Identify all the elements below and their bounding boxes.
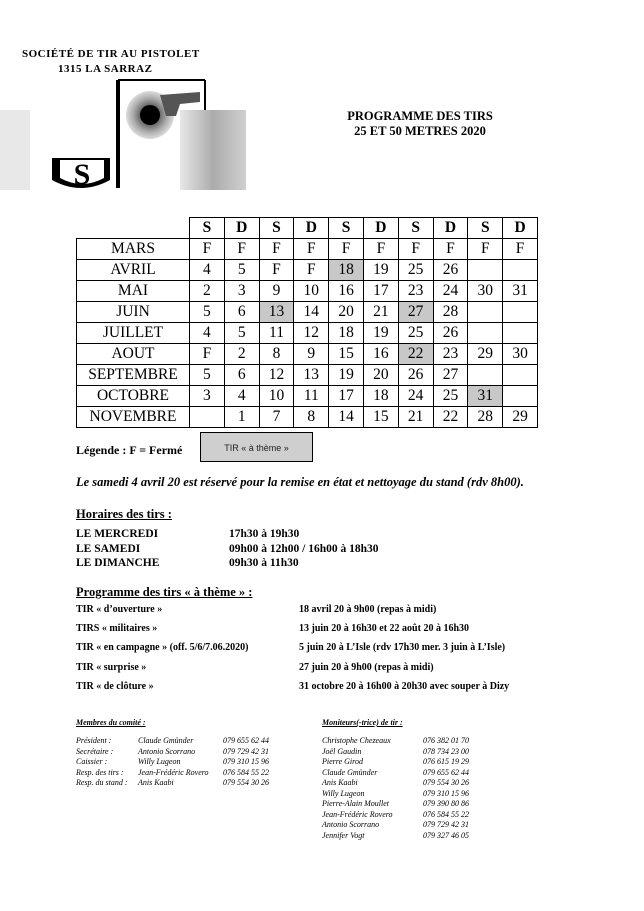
calendar-day-cell: 30 bbox=[503, 344, 538, 365]
moniteur-phone: 076 382 01 70 bbox=[423, 736, 469, 745]
calendar-day-cell: F bbox=[503, 239, 538, 260]
theme-shoot-date: 27 juin 20 à 9h00 (repas à midi) bbox=[299, 661, 434, 673]
calendar-month-label: AVRIL bbox=[77, 260, 190, 281]
calendar-day-cell bbox=[503, 302, 538, 323]
committee-member-row bbox=[76, 757, 269, 768]
calendar-day-cell: 20 bbox=[363, 365, 398, 386]
calendar-day-cell: 13 bbox=[294, 365, 329, 386]
calendar-day-header: S bbox=[259, 218, 294, 239]
calendar-day-cell: 24 bbox=[398, 386, 433, 407]
theme-shoot-name: TIR « en campagne » (off. 5/6/7.06.2020) bbox=[76, 642, 249, 654]
calendar-day-cell: 26 bbox=[433, 260, 468, 281]
calendar-day-cell: 28 bbox=[433, 302, 468, 323]
calendar-month-row bbox=[77, 386, 538, 407]
calendar-day-header: S bbox=[468, 218, 503, 239]
calendar-day-header: D bbox=[224, 218, 259, 239]
calendar-day-cell: 19 bbox=[363, 323, 398, 344]
calendar-day-cell: 26 bbox=[398, 365, 433, 386]
logo-emblem-icon bbox=[0, 70, 246, 190]
hours-time: 17h30 à 19h30 bbox=[229, 528, 300, 540]
committee-name: Jean-Frédéric Rovero bbox=[138, 767, 209, 777]
calendar-day-cell: 31 bbox=[503, 281, 538, 302]
legend-theme-swatch: TIR « à thème » bbox=[200, 432, 313, 462]
calendar-day-cell: F bbox=[259, 260, 294, 281]
committee-role: Secrétaire : bbox=[76, 746, 114, 756]
theme-shoot-date: 5 juin 20 à L’Isle (rdv 17h30 mer. 3 juin à L’Isle) bbox=[299, 642, 506, 654]
calendar-day-header: D bbox=[503, 218, 538, 239]
calendar-day-cell: 30 bbox=[468, 281, 503, 302]
calendar-month-label: MARS bbox=[77, 239, 190, 260]
calendar-day-cell: 13 bbox=[259, 302, 294, 323]
moniteur-row bbox=[322, 736, 469, 747]
moniteur-phone: 079 655 62 44 bbox=[423, 767, 469, 777]
moniteur-phone: 076 584 55 22 bbox=[423, 809, 469, 819]
calendar-day-cell: 18 bbox=[329, 323, 364, 344]
calendar-day-cell: 9 bbox=[294, 344, 329, 365]
svg-text:S: S bbox=[73, 158, 91, 190]
calendar-day-cell: 25 bbox=[433, 386, 468, 407]
calendar-day-cell: 14 bbox=[294, 302, 329, 323]
calendar-day-cell: 25 bbox=[398, 260, 433, 281]
calendar-day-cell: 21 bbox=[363, 302, 398, 323]
moniteur-row bbox=[322, 809, 469, 821]
calendar-day-cell: 3 bbox=[224, 281, 259, 302]
calendar-day-cell: 4 bbox=[224, 386, 259, 407]
hours-time: 09h30 à 11h30 bbox=[229, 557, 299, 569]
committee-list bbox=[76, 718, 269, 789]
calendar-day-cell: 4 bbox=[190, 323, 225, 344]
hours-day: LE MERCREDI bbox=[76, 528, 159, 540]
schedule-calendar-table bbox=[76, 217, 538, 428]
committee-member-row bbox=[76, 746, 269, 758]
calendar-day-header: D bbox=[363, 218, 398, 239]
calendar-day-cell bbox=[503, 365, 538, 386]
calendar-day-cell: 10 bbox=[259, 386, 294, 407]
calendar-day-cell: 3 bbox=[190, 386, 225, 407]
calendar-month-label: JUIN bbox=[77, 302, 190, 323]
club-logo bbox=[0, 40, 246, 190]
calendar-day-cell: F bbox=[190, 344, 225, 365]
hours-time: 09h00 à 12h00 / 16h00 à 18h30 bbox=[229, 542, 379, 555]
legend-text: Légende : F = Fermé bbox=[76, 443, 183, 457]
calendar-day-cell: F bbox=[190, 239, 225, 260]
calendar-day-cell: F bbox=[224, 239, 259, 260]
calendar-day-cell bbox=[503, 386, 538, 407]
committee-member-row bbox=[76, 767, 269, 779]
calendar-day-cell: F bbox=[363, 239, 398, 260]
theme-shoot-date: 13 juin 20 à 16h30 et 22 août 20 à 16h30 bbox=[299, 623, 470, 635]
calendar-month-label: MAI bbox=[77, 281, 190, 302]
theme-shoot-name: TIR « de clôture » bbox=[76, 680, 154, 692]
moniteur-name: Willy Lugeon bbox=[322, 788, 365, 798]
moniteur-phone: 079 390 80 86 bbox=[423, 799, 469, 808]
moniteur-row bbox=[322, 778, 469, 789]
calendar-day-cell: 5 bbox=[190, 365, 225, 386]
committee-role: Caissier : bbox=[76, 757, 108, 766]
theme-shoot-date: 31 octobre 20 à 16h00 à 20h30 avec souper à Dizy bbox=[299, 680, 510, 692]
calendar-day-cell bbox=[468, 323, 503, 344]
committee-phone: 079 310 15 96 bbox=[223, 757, 269, 766]
calendar-day-cell: 22 bbox=[398, 344, 433, 365]
theme-shoot-name: TIR « d’ouverture » bbox=[76, 604, 163, 615]
calendar-day-cell bbox=[503, 260, 538, 281]
calendar-day-cell: 9 bbox=[259, 281, 294, 302]
calendar-day-cell: 12 bbox=[294, 323, 329, 344]
calendar-day-cell: 28 bbox=[468, 407, 503, 428]
hours-heading: Horaires des tirs : bbox=[76, 507, 172, 521]
moniteur-row bbox=[322, 746, 469, 758]
hours-day: LE DIMANCHE bbox=[76, 557, 160, 569]
moniteur-phone: 079 554 30 26 bbox=[423, 778, 469, 787]
calendar-day-cell bbox=[503, 323, 538, 344]
calendar-day-cell: F bbox=[398, 239, 433, 260]
calendar-day-cell: 1 bbox=[224, 407, 259, 428]
committee-member-row bbox=[76, 778, 269, 789]
moniteur-name: Anis Kaabi bbox=[322, 778, 358, 787]
calendar-corner-cell bbox=[77, 218, 190, 239]
calendar-day-cell: 21 bbox=[398, 407, 433, 428]
calendar-day-cell: 27 bbox=[433, 365, 468, 386]
calendar-day-cell: 17 bbox=[363, 281, 398, 302]
themes-heading: Programme des tirs « à thème » : bbox=[76, 585, 253, 599]
calendar-day-cell: 24 bbox=[433, 281, 468, 302]
moniteur-row bbox=[322, 830, 469, 842]
moniteur-name: Claude Gmünder bbox=[322, 767, 378, 777]
calendar-day-cell: 10 bbox=[294, 281, 329, 302]
calendar-day-cell: F bbox=[468, 239, 503, 260]
calendar-day-cell: 7 bbox=[259, 407, 294, 428]
calendar-day-cell: 29 bbox=[468, 344, 503, 365]
moniteur-name: Joël Gaudin bbox=[322, 746, 362, 756]
moniteur-row bbox=[322, 788, 469, 800]
calendar-day-cell bbox=[190, 407, 225, 428]
moniteur-phone: 079 327 46 05 bbox=[423, 830, 469, 840]
calendar-day-cell: 5 bbox=[224, 323, 259, 344]
moniteur-name: Pierre-Alain Moullet bbox=[322, 799, 390, 808]
calendar-day-header: S bbox=[190, 218, 225, 239]
theme-shoot-name: TIR « surprise » bbox=[76, 661, 147, 673]
committee-member-row bbox=[76, 736, 269, 747]
calendar-day-cell: 17 bbox=[329, 386, 364, 407]
moniteur-name: Antonio Scorrano bbox=[322, 820, 380, 829]
calendar-day-cell: 25 bbox=[398, 323, 433, 344]
committee-name: Claude Gmünder bbox=[138, 736, 194, 745]
calendar-month-row bbox=[77, 344, 538, 365]
title-line-2: 25 ET 50 METRES 2020 bbox=[354, 124, 486, 138]
calendar-body bbox=[77, 239, 538, 428]
calendar-day-cell: 23 bbox=[433, 344, 468, 365]
calendar-day-cell: 18 bbox=[363, 386, 398, 407]
calendar-day-cell: F bbox=[294, 260, 329, 281]
calendar-month-row bbox=[77, 260, 538, 281]
theme-shoot-date: 18 avril 20 à 9h00 (repas à midi) bbox=[299, 604, 437, 615]
calendar-day-header: D bbox=[433, 218, 468, 239]
calendar-day-cell: 8 bbox=[259, 344, 294, 365]
calendar-day-cell: 6 bbox=[224, 365, 259, 386]
calendar-day-cell: 23 bbox=[398, 281, 433, 302]
calendar-day-cell bbox=[468, 260, 503, 281]
calendar-day-cell: 15 bbox=[329, 344, 364, 365]
committee-role: Resp. du stand : bbox=[76, 778, 128, 787]
calendar-day-cell: F bbox=[294, 239, 329, 260]
calendar-day-cell bbox=[468, 365, 503, 386]
moniteur-row bbox=[322, 820, 469, 831]
committee-name: Antonio Scorrano bbox=[138, 746, 196, 756]
moniteur-row bbox=[322, 757, 469, 768]
calendar-day-cell: 6 bbox=[224, 302, 259, 323]
committee-name: Anis Kaabi bbox=[138, 778, 174, 787]
calendar-month-row bbox=[77, 239, 538, 260]
calendar-day-cell: 29 bbox=[503, 407, 538, 428]
calendar-day-cell: 11 bbox=[259, 323, 294, 344]
calendar-day-cell: 27 bbox=[398, 302, 433, 323]
committee-name: Willy Lugeon bbox=[138, 757, 181, 766]
calendar-day-header: D bbox=[294, 218, 329, 239]
moniteur-phone: 078 734 23 00 bbox=[423, 746, 469, 756]
committee-role: Resp. des tirs : bbox=[76, 767, 124, 777]
moniteurs-list bbox=[322, 718, 469, 841]
calendar-month-label: OCTOBRE bbox=[77, 386, 190, 407]
calendar-month-label: SEPTEMBRE bbox=[77, 365, 190, 386]
calendar-month-label: JUILLET bbox=[77, 323, 190, 344]
calendar-day-cell bbox=[468, 302, 503, 323]
calendar-month-row bbox=[77, 407, 538, 428]
calendar-day-cell: 5 bbox=[190, 302, 225, 323]
calendar-month-label: AOUT bbox=[77, 344, 190, 365]
committee-role: Président : bbox=[76, 736, 112, 745]
calendar-month-row bbox=[77, 365, 538, 386]
committee-phone: 076 584 55 22 bbox=[223, 767, 269, 777]
calendar-day-cell: 22 bbox=[433, 407, 468, 428]
calendar-day-cell: 4 bbox=[190, 260, 225, 281]
logo-club-name: SOCIÉTÉ DE TIR AU PISTOLET bbox=[22, 48, 200, 60]
calendar-day-cell: 26 bbox=[433, 323, 468, 344]
moniteur-name: Pierre Girod bbox=[322, 757, 363, 766]
moniteur-phone: 079 310 15 96 bbox=[423, 788, 469, 798]
calendar-day-cell: 12 bbox=[259, 365, 294, 386]
moniteur-name: Jennifer Vogt bbox=[322, 830, 365, 840]
calendar-day-cell: 31 bbox=[468, 386, 503, 407]
committee-phone: 079 729 42 31 bbox=[223, 746, 269, 756]
committee-heading: Membres du comité : bbox=[76, 718, 146, 727]
moniteur-phone: 079 729 42 31 bbox=[423, 820, 469, 829]
title-line-1: PROGRAMME DES TIRS bbox=[347, 109, 493, 123]
moniteur-name: Jean-Frédéric Rovero bbox=[322, 809, 393, 819]
calendar-day-cell: 16 bbox=[329, 281, 364, 302]
moniteur-row bbox=[322, 799, 469, 810]
calendar-day-cell: 2 bbox=[190, 281, 225, 302]
calendar-day-cell: 5 bbox=[224, 260, 259, 281]
calendar-day-cell: 18 bbox=[329, 260, 364, 281]
committee-phone: 079 554 30 26 bbox=[223, 778, 269, 787]
page-title bbox=[300, 109, 540, 139]
calendar-day-cell: 2 bbox=[224, 344, 259, 365]
calendar-day-cell: F bbox=[259, 239, 294, 260]
committee-phone: 079 655 62 44 bbox=[223, 736, 269, 745]
calendar-day-header: S bbox=[398, 218, 433, 239]
calendar-day-cell: 11 bbox=[294, 386, 329, 407]
calendar-day-cell: 19 bbox=[329, 365, 364, 386]
calendar-day-cell: 19 bbox=[363, 260, 398, 281]
calendar-month-row bbox=[77, 323, 538, 344]
calendar-day-cell: 16 bbox=[363, 344, 398, 365]
calendar-day-header-row bbox=[77, 218, 538, 239]
calendar-day-cell: F bbox=[329, 239, 364, 260]
moniteur-name: Christophe Chezeaux bbox=[322, 736, 391, 745]
calendar-day-cell: F bbox=[433, 239, 468, 260]
calendar-month-label: NOVEMBRE bbox=[77, 407, 190, 428]
calendar-day-cell: 14 bbox=[329, 407, 364, 428]
calendar-month-row bbox=[77, 281, 538, 302]
moniteurs-heading: Moniteurs(-trice) de tir : bbox=[322, 718, 403, 727]
moniteur-row bbox=[322, 767, 469, 779]
calendar-day-cell: 8 bbox=[294, 407, 329, 428]
moniteur-phone: 076 615 19 29 bbox=[423, 757, 469, 766]
calendar-day-cell: 20 bbox=[329, 302, 364, 323]
theme-shoot-name: TIRS « militaires » bbox=[76, 623, 158, 635]
calendar-day-cell: 15 bbox=[363, 407, 398, 428]
calendar-day-header: S bbox=[329, 218, 364, 239]
calendar-month-row bbox=[77, 302, 538, 323]
maintenance-notice: Le samedi 4 avril 20 est réservé pour la remise en état et nettoyage du stand (rdv 8h00). bbox=[76, 475, 524, 489]
hours-day: LE SAMEDI bbox=[76, 542, 141, 555]
logo-club-location: 1315 LA SARRAZ bbox=[58, 63, 153, 75]
